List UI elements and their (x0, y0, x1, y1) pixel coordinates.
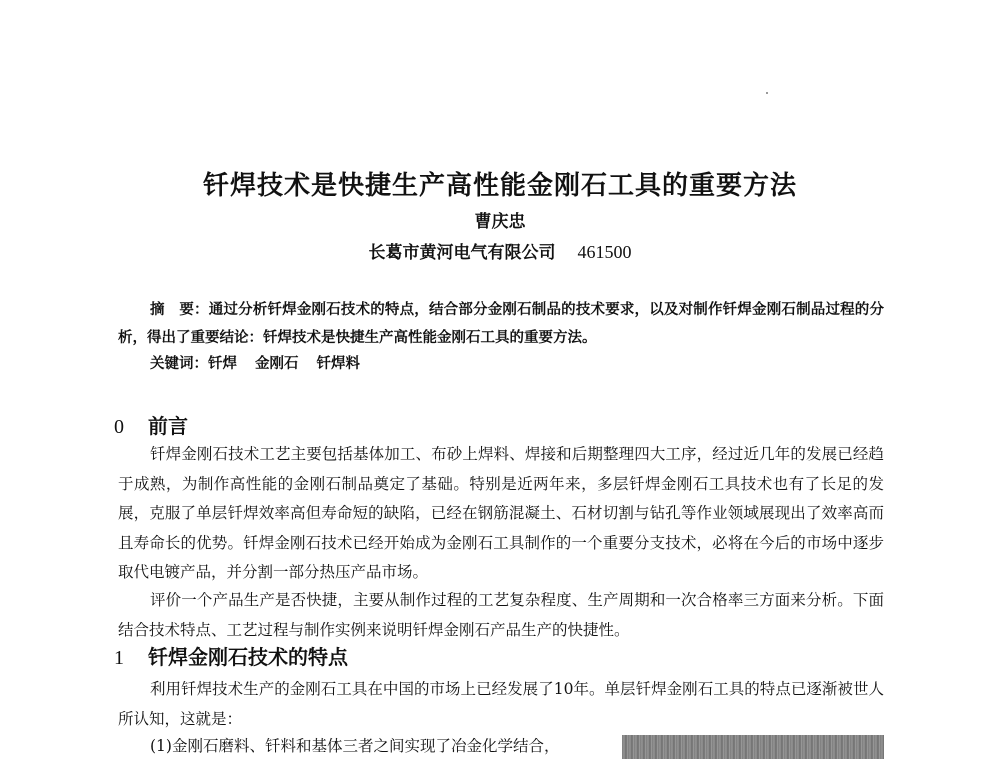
section-heading-features (114, 641, 348, 670)
body-paragraph: 利用钎焊技术生产的金刚石工具在中国的市场上已经发展了10年。单层钎焊金刚石工具的特点已逐渐被世人所认知，这就是： (118, 680, 884, 728)
affiliation-zip: 461500 (577, 242, 632, 262)
body-paragraph: 评价一个产品生产是否快捷，主要从制作过程的工艺复杂程度、生产周期和一次合格率三方面来分析。下面结合技术特点、工艺过程与制作实例来说明钎焊金刚石产品生产的快捷性。 (118, 591, 884, 639)
keywords-line (150, 352, 378, 376)
keyword: 钎焊 (208, 355, 237, 372)
keywords-label: 关键词： (150, 356, 208, 372)
section-number: 0 (114, 416, 124, 438)
paper-title: 钎焊技术是快捷生产高性能金刚石工具的重要方法 (202, 171, 797, 201)
abstract: 摘 要：通过分析钎焊金刚石技术的特点，结合部分金刚石制品的技术要求，以及对制作钎焊金刚石制品过程的分析，得出了重要结论：钎焊技术是快捷生产高性能金刚石工具的重要方法。 (118, 301, 884, 346)
list-item: (1)金刚石磨料、钎料和基体三者之间实现了冶金化学结合， (150, 737, 560, 755)
body-paragraph: 钎焊金刚石技术工艺主要包括基体加工、布砂上焊料、焊接和后期整理四大工序，经过近几年的发展已经趋于成熟，为制作高性能的金刚石制品奠定了基础。特别是近两年来，多层钎焊金刚石工具技术也有了长足的发展，克服了单层钎焊效率高但寿命短的缺陷，已经在钢筋混凝土、石材切割与钻孔等作业领域展现出了效率高而且寿命长的优势。钎焊金刚石技术已经开始成为金刚石工具制作的一个重要分支技术，必将在今后的市场中逐步取代电镀产品，并分割一部分热压产品市场。 (118, 445, 884, 581)
figure-photo (622, 735, 884, 759)
scan-speck (766, 92, 768, 94)
section-heading-preface (114, 410, 188, 439)
affiliation-line (0, 238, 1000, 263)
keyword: 金刚石 (255, 355, 299, 372)
section-number: 1 (114, 647, 124, 669)
keyword: 钎焊料 (316, 355, 360, 372)
section-title: 前言 (148, 414, 188, 438)
author-name: 曹庆忠 (474, 212, 526, 232)
affiliation-name: 长葛市黄河电气有限公司 (368, 243, 556, 263)
section-title: 钎焊金刚石技术的特点 (148, 645, 348, 669)
